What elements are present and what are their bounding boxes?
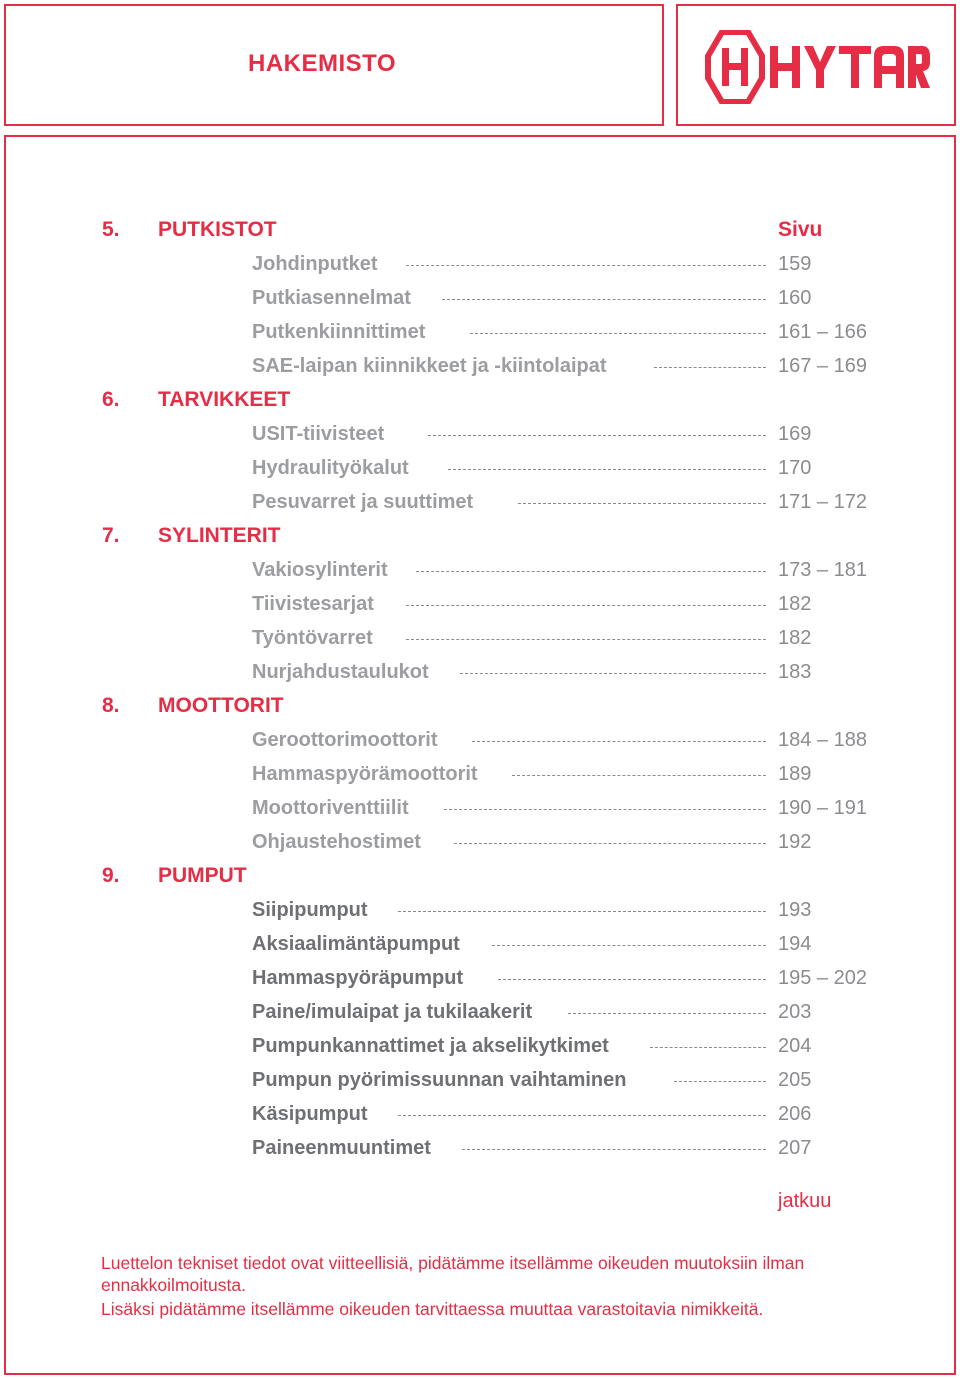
toc-entry-label: Moottoriventtiilit <box>252 797 409 819</box>
toc-entry-pages: 203 <box>778 1001 812 1023</box>
toc-entry[interactable] <box>252 761 872 787</box>
dotted-leader <box>518 503 766 504</box>
toc-entry[interactable] <box>252 319 872 345</box>
section-heading <box>102 863 247 889</box>
dotted-leader <box>498 979 766 980</box>
dotted-leader <box>428 435 766 436</box>
dotted-leader <box>454 843 766 844</box>
toc-entry-pages: 207 <box>778 1137 812 1159</box>
toc-entry-label: Johdinputket <box>252 253 378 275</box>
toc-entry-pages: 189 <box>778 763 812 785</box>
toc-entry-label: Siipipumput <box>252 899 368 921</box>
dotted-leader <box>460 673 766 674</box>
dotted-leader <box>674 1081 766 1082</box>
toc-entry-label: Paine/imulaipat ja tukilaakerit <box>252 1001 533 1023</box>
toc-entry-pages: 195 – 202 <box>778 967 867 989</box>
toc-entry-pages: 182 <box>778 627 812 649</box>
toc-entry[interactable] <box>252 1101 872 1127</box>
toc-entry-pages: 173 – 181 <box>778 559 867 581</box>
page-title: HAKEMISTO <box>248 50 397 77</box>
toc-entry-pages: 204 <box>778 1035 812 1057</box>
page-column-header: Sivu <box>778 218 823 241</box>
section-heading <box>102 523 281 549</box>
toc-entry[interactable] <box>252 727 872 753</box>
section-title: PUTKISTOT <box>158 218 277 241</box>
section-title: SYLINTERIT <box>158 524 281 547</box>
dotted-leader <box>462 1149 766 1150</box>
toc-entry-label: Hydraulityökalut <box>252 457 409 479</box>
dotted-leader <box>650 1047 766 1048</box>
dotted-leader <box>654 367 766 368</box>
section-number: 9. <box>102 864 120 887</box>
toc-entry[interactable] <box>252 353 872 379</box>
toc-entry-pages: 205 <box>778 1069 812 1091</box>
toc-entry-label: Putkenkiinnittimet <box>252 321 426 343</box>
dotted-leader <box>492 945 766 946</box>
toc-entry[interactable] <box>252 897 872 923</box>
section-number: 7. <box>102 524 120 547</box>
section-number: 8. <box>102 694 120 717</box>
toc-entry-label: Ohjaustehostimet <box>252 831 421 853</box>
toc-entry[interactable] <box>252 489 872 515</box>
dotted-leader <box>406 605 766 606</box>
section-title: MOOTTORIT <box>158 694 284 717</box>
toc-entry[interactable] <box>252 931 872 957</box>
toc-entry[interactable] <box>252 965 872 991</box>
toc-entry-label: Geroottorimoottorit <box>252 729 438 751</box>
toc-entry-pages: 160 <box>778 287 812 309</box>
toc-entry[interactable] <box>252 999 872 1025</box>
section-title: TARVIKKEET <box>158 388 291 411</box>
continued-label: jatkuu <box>778 1190 832 1212</box>
toc-entry[interactable] <box>252 557 872 583</box>
section-number: 5. <box>102 218 120 241</box>
section-heading <box>102 217 277 243</box>
section-heading <box>102 387 290 413</box>
footer-note-2: Lisäksi pidätämme itsellämme oikeuden tarvittaessa muuttaa varastoitavia nimikkeitä. <box>101 1299 764 1319</box>
toc-entry[interactable] <box>252 1033 872 1059</box>
toc-entry-label: Nurjahdustaulukot <box>252 661 429 683</box>
toc-entry[interactable] <box>252 829 872 855</box>
dotted-leader <box>398 911 766 912</box>
toc-entry-label: Putkiasennelmat <box>252 287 411 309</box>
dotted-leader <box>416 571 766 572</box>
toc-entry-pages: 182 <box>778 593 812 615</box>
toc-entry-label: Vakiosylinterit <box>252 559 388 581</box>
toc-entry-label: SAE-laipan kiinnikkeet ja -kiintolaipat <box>252 355 607 377</box>
toc-entry-label: Hammaspyörämoottorit <box>252 763 478 785</box>
toc-entry[interactable] <box>252 1067 872 1093</box>
dotted-leader <box>406 639 766 640</box>
toc-entry-pages: 184 – 188 <box>778 729 867 751</box>
dotted-leader <box>472 741 766 742</box>
dotted-leader <box>442 299 766 300</box>
footer-note-1: Luettelon tekniset tiedot ovat viitteellisiä, pidätämme itsellämme oikeuden muutoksiin ilman ennakkoilmoitusta. <box>101 1253 805 1295</box>
dotted-leader <box>406 265 766 266</box>
toc-entry-label: USIT-tiivisteet <box>252 423 385 445</box>
toc-entry-label: Paineenmuuntimet <box>252 1137 431 1159</box>
toc-entry-label: Pumpunkannattimet ja akselikytkimet <box>252 1035 609 1057</box>
toc-entry-label: Käsipumput <box>252 1103 368 1125</box>
toc-entry[interactable] <box>252 1135 872 1161</box>
dotted-leader <box>568 1013 766 1014</box>
dotted-leader <box>398 1115 766 1116</box>
toc-entry-label: Aksiaalimäntäpumput <box>252 933 460 955</box>
toc-entry-label: Pesuvarret ja suuttimet <box>252 491 474 513</box>
toc-entry-pages: 161 – 166 <box>778 321 867 343</box>
toc-entry-pages: 169 <box>778 423 812 445</box>
toc-entry[interactable] <box>252 251 872 277</box>
toc-entry-pages: 171 – 172 <box>778 491 867 513</box>
section-heading <box>102 693 284 719</box>
toc-entry-pages: 159 <box>778 253 812 275</box>
toc-entry-pages: 193 <box>778 899 812 921</box>
dotted-leader <box>448 469 766 470</box>
toc-entry-label: Työntövarret <box>252 627 373 649</box>
dotted-leader <box>444 809 766 810</box>
toc-entry-pages: 167 – 169 <box>778 355 867 377</box>
dotted-leader <box>470 333 766 334</box>
toc-entry-pages: 192 <box>778 831 812 853</box>
toc-entry[interactable] <box>252 659 872 685</box>
toc-entry-pages: 190 – 191 <box>778 797 867 819</box>
dotted-leader <box>512 775 766 776</box>
toc-entry[interactable] <box>252 591 872 617</box>
toc-entry[interactable] <box>252 285 872 311</box>
toc-entry-pages: 206 <box>778 1103 812 1125</box>
toc-entry-label: Tiivistesarjat <box>252 593 374 615</box>
toc-entry[interactable] <box>252 455 872 481</box>
hytar-logo <box>704 30 930 104</box>
toc-entry[interactable] <box>252 421 872 447</box>
toc-entry-pages: 170 <box>778 457 812 479</box>
toc-entry[interactable] <box>252 795 872 821</box>
section-title: PUMPUT <box>158 864 247 887</box>
toc-entry-label: Hammaspyöräpumput <box>252 967 464 989</box>
toc-entry[interactable] <box>252 625 872 651</box>
toc-entry-label: Pumpun pyörimissuunnan vaihtaminen <box>252 1069 627 1091</box>
toc-entry-pages: 194 <box>778 933 812 955</box>
toc-entry-pages: 183 <box>778 661 812 683</box>
section-number: 6. <box>102 388 120 411</box>
